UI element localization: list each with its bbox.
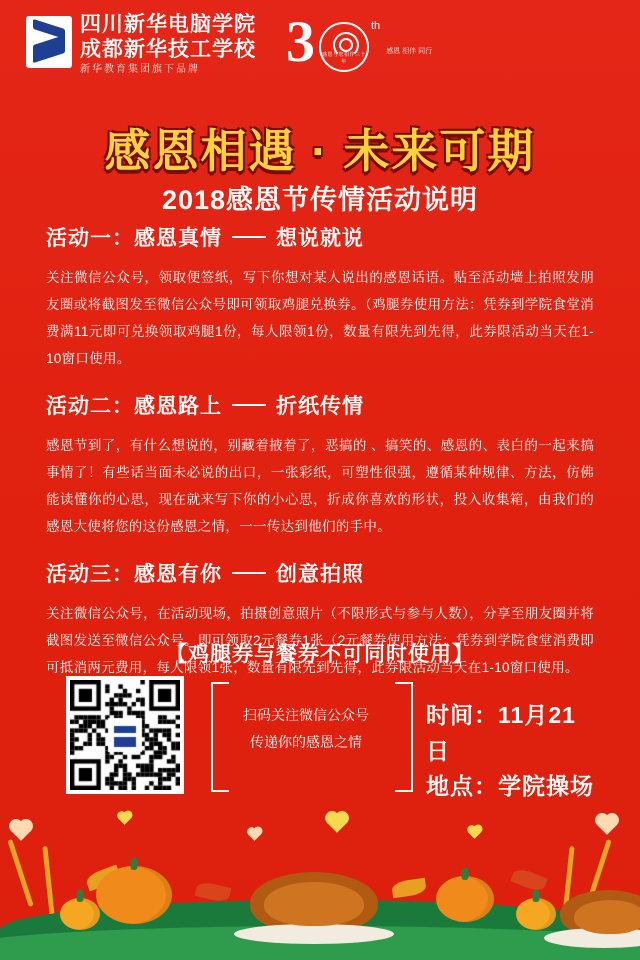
poster-header <box>0 0 640 88</box>
anniversary-badge-text: 感恩与您相伴三十年 <box>321 52 366 65</box>
activity-3-label: 活动三： <box>46 563 134 586</box>
pumpkin-icon <box>60 898 100 930</box>
pumpkin-stem-icon <box>131 858 138 870</box>
activity-2-body: 感恩节到了，有什么想说的，别藏着掖着了，恶搞的 、搞笑的、感恩的、表白的一起来搞事情了！有些话当面未必说的出口，一张彩纸，可塑性很强，遵循某种规律、方法，仿佛能读懂你的心思，现在就来写下你的小心思，折成你喜欢的形状，投入收集箱，由我们的感恩大使将您的这份感恩之情，一一传达到他们的手中。 <box>46 438 594 534</box>
logo-line1: 四川新华电脑学院 <box>80 12 256 36</box>
turkey-body-icon <box>264 882 364 926</box>
heart-icon <box>248 828 261 841</box>
activity-section-2 <box>46 390 594 540</box>
bottom-decoration <box>0 810 640 960</box>
heart-icon <box>468 826 481 839</box>
event-time <box>426 698 594 769</box>
event-time-label: 时间： <box>426 702 498 728</box>
activity-3-heading <box>46 558 594 588</box>
activity-2-subtitle: 折纸传情 <box>276 395 364 418</box>
wechat-qr-code[interactable] <box>66 676 184 794</box>
activity-1-label: 活动一： <box>46 227 134 250</box>
plate-icon <box>234 924 394 944</box>
heart-icon <box>11 821 31 841</box>
pumpkin-icon <box>96 866 172 924</box>
qr-canvas <box>70 680 180 790</box>
activity-sections <box>46 222 594 699</box>
activity-3-name: 感恩有你 <box>134 563 222 586</box>
coupon-notice: 【鸡腿券与餐券不可同时使用】 <box>166 643 474 666</box>
anniversary-caption: 感恩 相伴 同行 <box>386 48 433 55</box>
page-title: 感恩相遇 · 未来可期 <box>104 125 536 177</box>
activity-1-subtitle: 想说就说 <box>276 227 364 250</box>
turkey-icon <box>560 890 640 938</box>
activity-2-name: 感恩路上 <box>134 395 222 418</box>
anniversary-number: 3 <box>286 9 315 74</box>
activity-1-name: 感恩真情 <box>134 227 222 250</box>
leaf-icon <box>391 878 427 899</box>
anniversary-mark <box>286 9 433 74</box>
pumpkin-stem-icon <box>533 890 540 902</box>
page-subtitle: 2018感恩节传情活动说明 <box>161 185 479 215</box>
pumpkin-icon <box>436 876 494 922</box>
activity-3-subtitle: 创意拍照 <box>276 563 364 586</box>
logo-line2: 成都新华技工学校 <box>80 37 256 61</box>
activity-3-body: 关注微信公众号，在活动现场，拍摄创意照片（不限形式与参与人数），分享至朋友圈并将截图发送至微信公众号。即可领取2元餐券1张（2元餐券使用方法：凭券到学院食堂消费即可抵消两元费用，每人限领1张，数量有限先到先得，此券限活动当天在1-10窗口使用。 <box>46 606 594 675</box>
pumpkin-stem-icon <box>462 868 469 880</box>
qr-and-event-row <box>46 676 594 806</box>
school-logo <box>26 14 256 75</box>
event-info <box>426 698 594 805</box>
logo-subtitle: 新华教育集团旗下品牌 <box>80 63 200 75</box>
leaf-icon <box>510 866 548 894</box>
qr-image <box>70 680 180 790</box>
qr-caption <box>226 702 386 755</box>
event-place-label: 地点： <box>426 773 498 800</box>
qr-caption-line2: 传递你的感恩之情 <box>250 733 362 750</box>
dash-divider-icon <box>232 404 266 406</box>
activity-2-heading <box>46 390 594 420</box>
heart-icon <box>327 813 347 833</box>
dash-divider-icon <box>232 236 266 238</box>
dash-divider-icon <box>232 572 266 574</box>
turkey-icon <box>250 872 378 934</box>
activity-section-1 <box>46 222 594 372</box>
bracket-right-icon <box>395 682 413 792</box>
logo-mark-icon <box>26 16 72 68</box>
turkey-body-icon <box>574 900 640 934</box>
heart-icon <box>118 812 131 825</box>
anniversary-suffix: th <box>371 20 381 32</box>
event-place <box>426 769 594 805</box>
event-place-value: 学院操场 <box>498 773 594 800</box>
pumpkin-stem-icon <box>77 890 84 902</box>
wheat-icon <box>7 839 33 907</box>
activity-1-heading <box>46 222 594 252</box>
pumpkin-icon <box>516 898 556 930</box>
activity-1-body: 关注微信公众号，领取便签纸，写下你想对某人说出的感恩话语。贴至活动墙上拍照发朋友圈或将截图发至微信公众号即可领取鸡腿兑换券。（鸡腿券使用方法：凭券到学院食堂消费满11元即可兑换领取鸡腿1份，每人限领1份，数量有限先到先得，此券限活动当天在1-10窗口使用。 <box>46 270 594 366</box>
wheat-icon <box>42 846 54 916</box>
event-time-value: 11月21日 <box>426 702 576 764</box>
logo-text <box>80 14 256 75</box>
anniversary-fingerprint-icon <box>319 22 369 72</box>
qr-caption-line1: 扫码关注微信公众号 <box>243 707 369 723</box>
activity-2-label: 活动二： <box>46 395 134 418</box>
heart-icon <box>597 815 617 835</box>
